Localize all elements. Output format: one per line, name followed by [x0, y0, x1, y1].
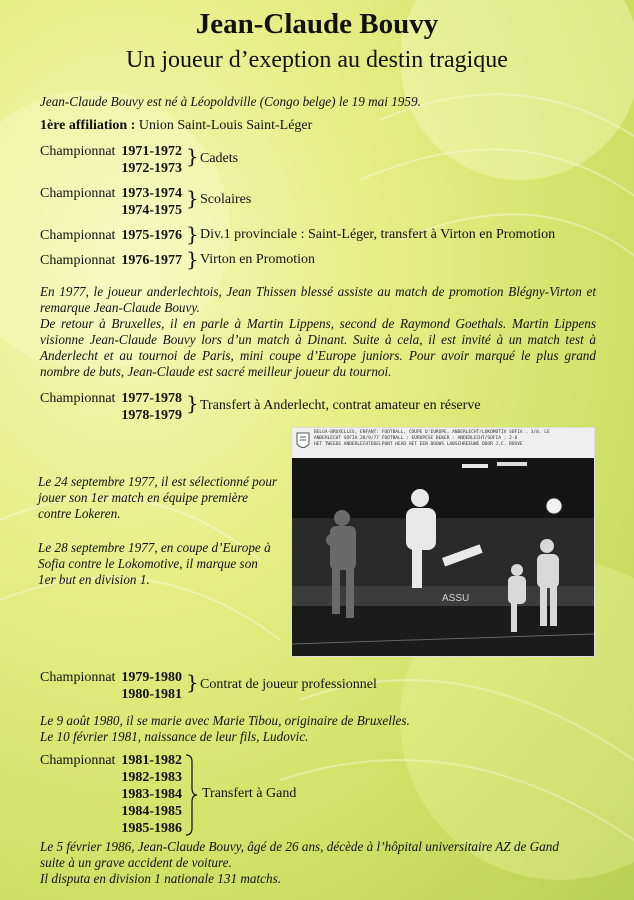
svg-text:ASSU: ASSU: [442, 593, 470, 604]
page-title: Jean-Claude Bouvy: [195, 8, 439, 40]
season-years-gand: [110, 752, 182, 837]
season-years-anderlecht: [110, 390, 182, 424]
season-year: 1984-1985: [121, 804, 182, 819]
season-desc-anderlecht: Transfert à Anderlecht, contrat amateur en réserve: [200, 398, 481, 413]
season-year: 1982-1983: [121, 770, 182, 785]
season-year: 1981-1982: [121, 753, 182, 768]
affiliation-value: Union Saint-Louis Saint-Léger: [138, 118, 313, 133]
season-year: 1972-1973: [121, 161, 182, 176]
season-year: 1973-1974: [121, 186, 182, 201]
championnat-label: Championnat: [40, 670, 116, 685]
affiliation: [40, 118, 312, 134]
season-desc-cadets: Cadets: [200, 151, 239, 166]
paragraph-1986: [40, 839, 600, 887]
brace-icon: }: [186, 247, 199, 271]
season-desc-scolaires: Scolaires: [200, 192, 252, 207]
season-years-cadets: [110, 143, 182, 177]
season-years-div1: [110, 227, 182, 244]
side-text-first-goal: Le 28 septembre 1977, en coupe d’Europe à Sofia contre le Lokomotive, il marque son 1er but en division 1.: [38, 540, 271, 587]
match-photo: [291, 427, 595, 657]
season-year: 1979-1980: [121, 670, 182, 685]
season-years-scolaires: [110, 185, 182, 219]
season-desc-div1: Div.1 provinciale : Saint-Léger, transfert à Virton en Promotion: [200, 227, 556, 242]
photo-caption-line: ANDERLECHT SOFIA 28/9/77 FOOTBALL : EUROPESE BEKER : ANDERLECHT/SOFIA : 2-0: [314, 436, 518, 441]
brace-icon: }: [186, 391, 199, 415]
page-subtitle: Un joueur d’exeption au destin tragique: [126, 47, 508, 73]
brace-icon: }: [186, 670, 199, 694]
championnat-label: Championnat: [40, 391, 116, 406]
brace-icon: }: [186, 144, 199, 168]
season-desc-gand: Transfert à Gand: [202, 786, 297, 801]
intro-text: Jean-Claude Bouvy est né à Léopoldville (Congo belge) le 19 mai 1959.: [40, 94, 421, 109]
season-year: 1975-1976: [121, 228, 182, 243]
season-year: 1985-1986: [121, 821, 182, 836]
brace-icon: }: [186, 222, 199, 246]
paragraph-line: Il disputa en division 1 nationale 131 matchs.: [40, 871, 282, 886]
season-desc-pro: Contrat de joueur professionnel: [200, 677, 377, 692]
brace-icon: }: [186, 186, 199, 210]
paragraph-line: De retour à Bruxelles, il en parle à Martin Lippens, second de Raymond Goethals. Martin Lippens visionne Jean-Claude Bouvy lors d’un match à Dinant. Suite à cela, il est invité à un match test à Anderlecht et au tournoi de Paris, mini coupe d’Europe juniors. Pour avoir marqué le plus grand nombre de buts, Jean-Claude est sacré meilleur joueur du tournoi.: [40, 316, 596, 379]
paragraph-1980: [40, 713, 600, 745]
season-year: 1978-1979: [121, 408, 182, 423]
photo-scene: [292, 458, 594, 656]
paragraph-line: Le 10 février 1981, naissance de leur fils, Ludovic.: [40, 729, 309, 744]
season-year: 1974-1975: [121, 203, 182, 218]
championnat-label: Championnat: [40, 228, 116, 243]
season-years-pro: [110, 669, 182, 703]
championnat-label: Championnat: [40, 144, 116, 159]
season-desc-virton: Virton en Promotion: [200, 252, 316, 267]
paragraph-line: Le 9 août 1980, il se marie avec Marie Tibou, originaire de Bruxelles.: [40, 713, 410, 728]
large-brace-icon: [184, 754, 198, 836]
championnat-label: Championnat: [40, 253, 116, 268]
affiliation-label: 1ère affiliation :: [40, 118, 136, 133]
side-text-debut: Le 24 septembre 1977, il est sélectionné pour jouer son 1er match en équipe première contre Lokeren.: [38, 474, 278, 521]
championnat-label: Championnat: [40, 186, 116, 201]
season-year: 1976-1977: [121, 253, 182, 268]
photo-caption-line: HET TWEEDE ANDERLECHTDOELPUNT HEAD HET EEN BOUWS LABSCHREEUWE DOOR J.C. BOUVE: [314, 442, 523, 447]
season-year: 1971-1972: [121, 144, 182, 159]
season-years-virton: [110, 252, 182, 269]
belga-seal-icon: [296, 432, 310, 452]
championnat-label: Championnat: [40, 753, 116, 768]
season-year: 1980-1981: [121, 687, 182, 702]
photo-caption-line: BELGA-BRUXELLES, ENFANT: FOOTBALL, COUPE D'EUROPE, ANDERLECHT/LOKOMOTIV SOFIA . 3/0. LE: [314, 430, 550, 435]
paragraph-1977: [40, 284, 596, 380]
paragraph-line: suite à un grave accident de voiture.: [40, 855, 232, 870]
season-year: 1983-1984: [121, 787, 182, 802]
photo-caption: [292, 428, 594, 458]
season-year: 1977-1978: [121, 391, 182, 406]
paragraph-line: En 1977, le joueur anderlechtois, Jean Thissen blessé assiste au match de promotion Blégny-Virton et remarque Jean-Claude Bouvy.: [40, 284, 596, 315]
paragraph-line: Le 5 février 1986, Jean-Claude Bouvy, âgé de 26 ans, décède à l’hôpital universitaire AZ de Gand: [40, 839, 559, 854]
